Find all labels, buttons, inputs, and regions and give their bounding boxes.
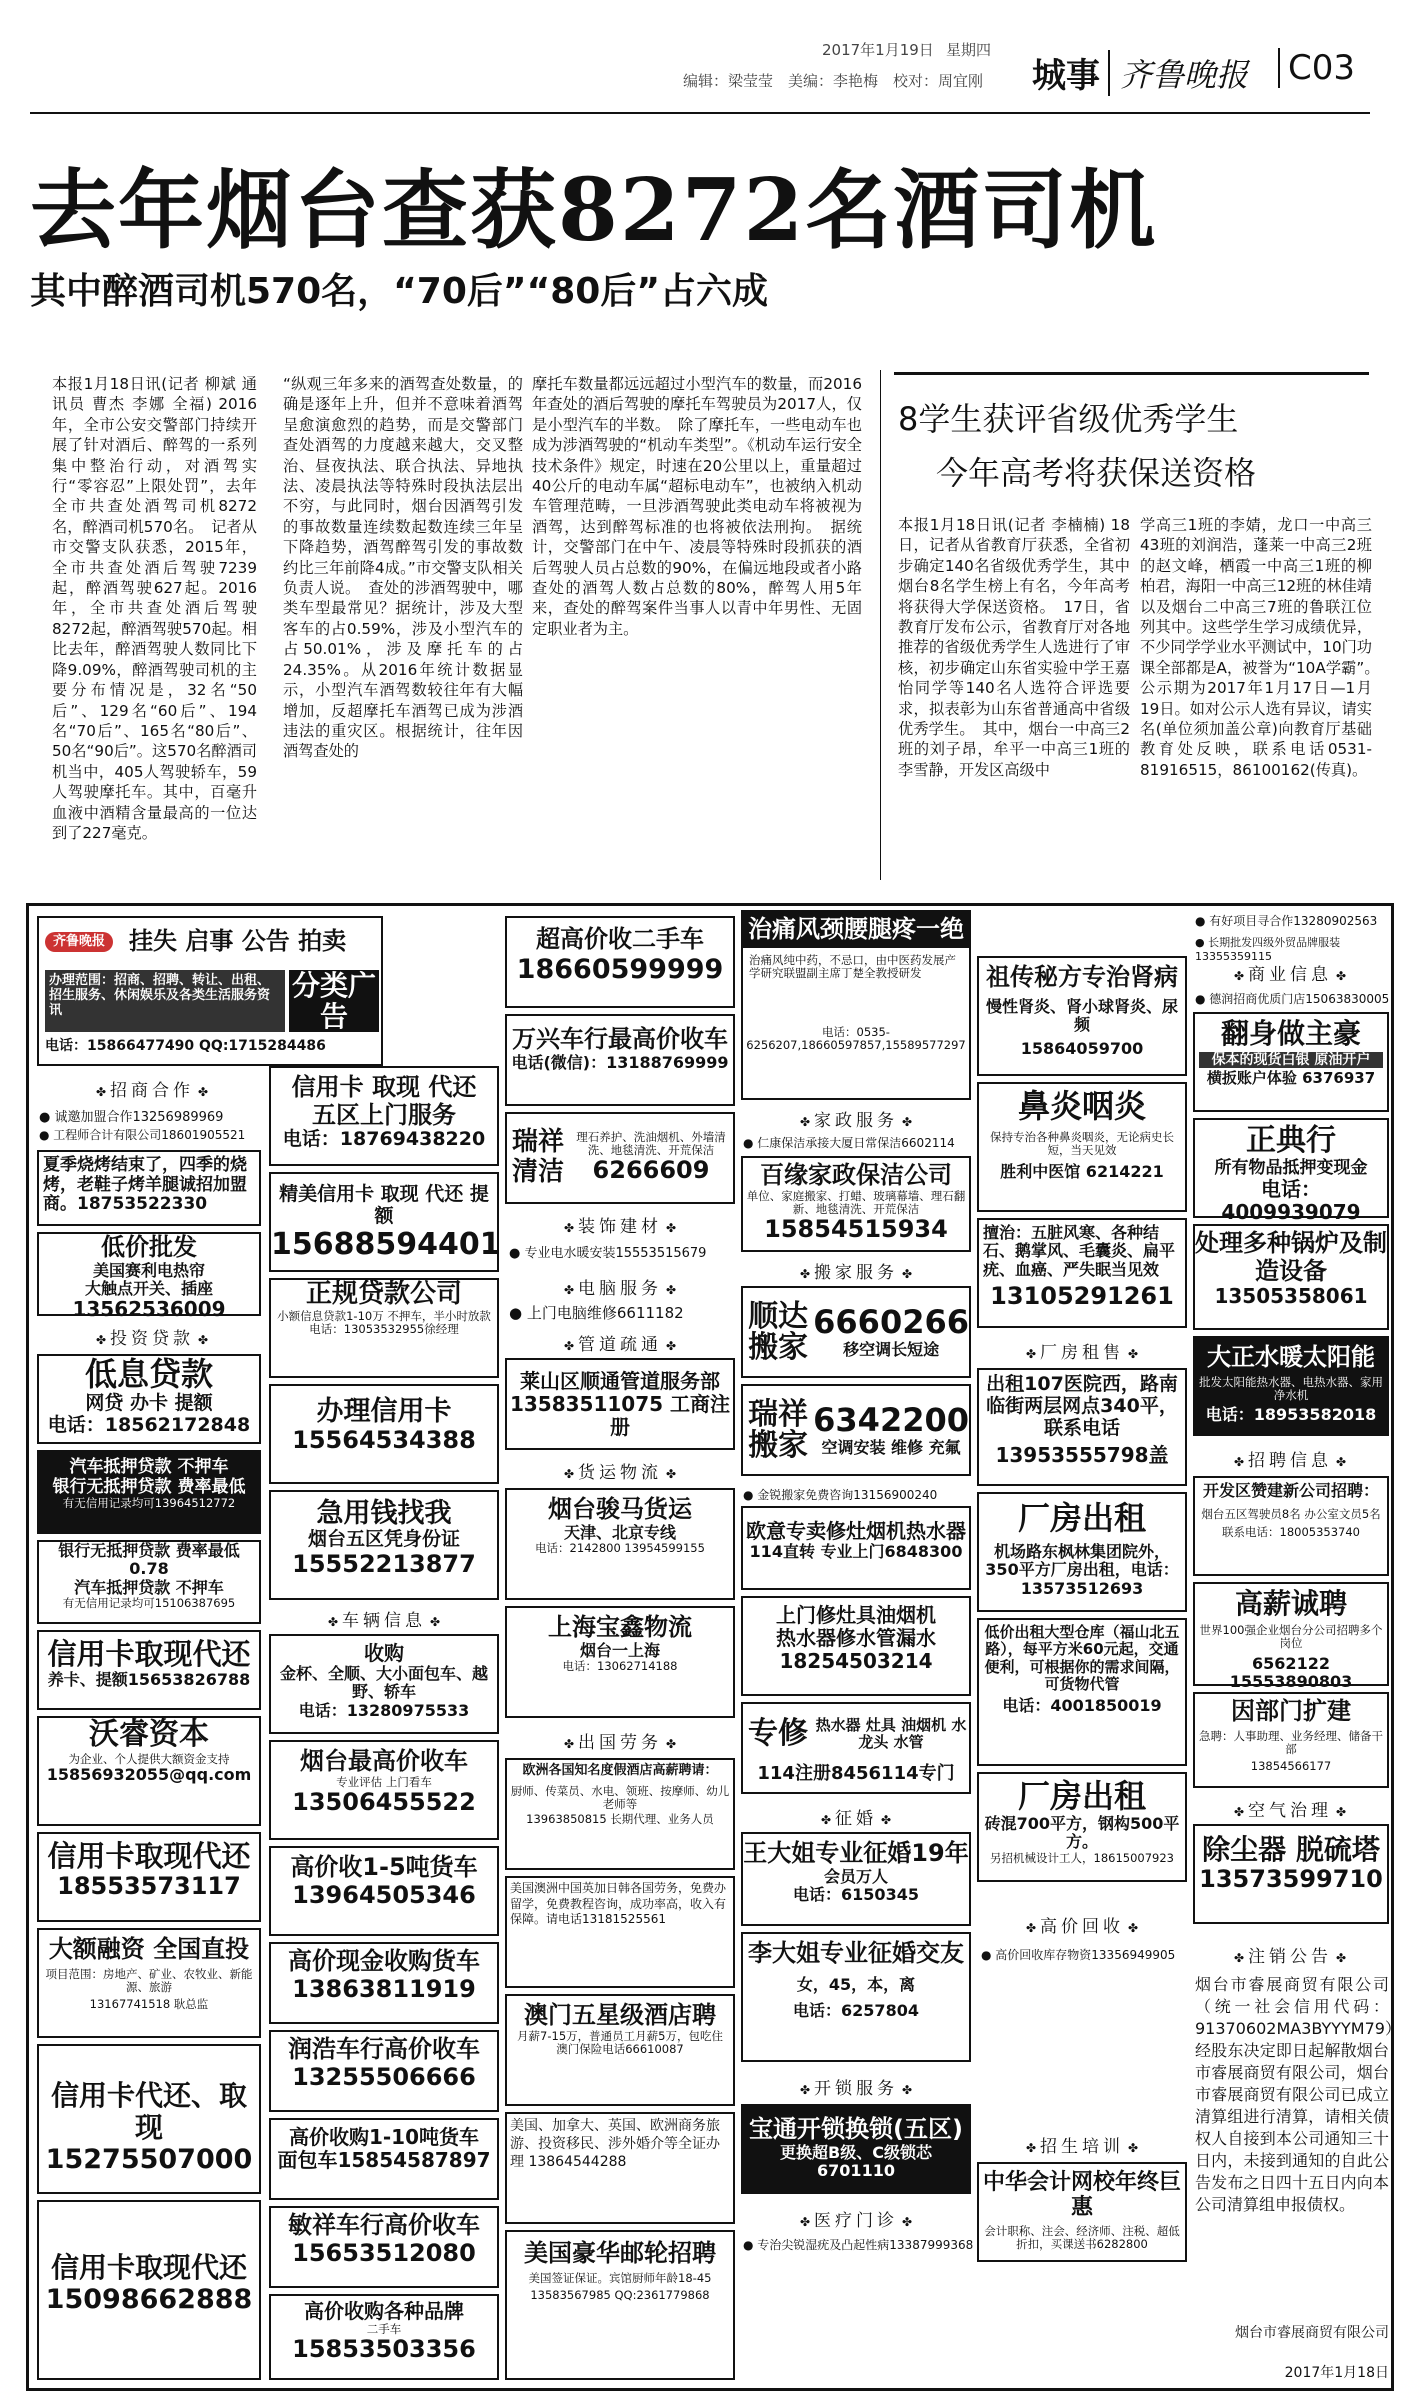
ad-title: 烟台骏马货运	[548, 1495, 692, 1523]
ad-line: ● 诚邀加盟合作13256989969	[39, 1110, 224, 1125]
ad-box	[505, 1488, 735, 1600]
ad-title: 处理多种锅炉及制造设备	[1195, 1229, 1387, 1285]
ad-box	[269, 1384, 499, 1484]
ad-line: ● 工程师合计有限公司18601905521	[39, 1128, 246, 1142]
ad-text: 出租107医院西，路南临街两层网点340平，联系电话	[986, 1373, 1178, 1439]
ad-phone: 联系电话：18005353740	[1222, 1524, 1360, 1539]
headline: 去年烟台查获8272名酒司机	[30, 160, 1158, 261]
ad-box	[505, 916, 735, 1008]
ad-box	[269, 1942, 499, 2024]
ad-text: 小额信息贷款1-10万 不押车，半小时放款	[277, 1308, 491, 1323]
ad-phone: 15275507000	[45, 2144, 253, 2176]
ad-title: 正规贷款公司	[305, 1279, 462, 1309]
ad-title: 专修	[748, 1715, 808, 1751]
ad-text: 夏季烧烤结束了，四季的烧烤，老鞋子烤羊腿诚招加盟商。18753522330	[43, 1155, 247, 1215]
section-label-matchmaking: ✤ 征婚 ✤	[741, 1804, 971, 1829]
ad-phone: 6266609	[592, 1156, 710, 1185]
ad-text: 美国、加拿大、英国、欧洲商务旅游、投资移民、涉外婚介等全证办理 13864544288	[510, 2118, 720, 2171]
ad-line: ● 金锐搬家免费咨询13156900240	[743, 1488, 938, 1502]
section-label-recycling: ✤ 高价回收 ✤	[977, 1912, 1187, 1937]
ad-text: 美国签证保证。宾馆厨师年龄18-45	[528, 2270, 712, 2285]
ad-phone: 114注册8456114专门	[757, 1763, 955, 1784]
ad-title: 鼻炎咽炎	[1017, 1087, 1146, 1125]
ad-box	[269, 1846, 499, 1936]
ad-text: 所有物品抵押变现金	[1214, 1157, 1368, 1178]
header-rule	[30, 112, 1370, 114]
ad-box	[741, 1596, 971, 1696]
ad-title: 高价收购1-10吨货车	[288, 2125, 480, 2149]
ad-box	[741, 1286, 971, 1378]
ad-box	[269, 1740, 499, 1840]
ad-phone: 13854566177	[1250, 1759, 1332, 1774]
ad-phone: 电话：6150345	[793, 1884, 919, 1904]
ad-title: 信用卡取现代还	[50, 2251, 247, 2284]
ad-line: ● 专业电水暖安装15553515679	[509, 1246, 707, 1261]
ad-box	[505, 1112, 735, 1204]
ad-box	[269, 1278, 499, 1378]
ad-text: 保本的现货白银 原油开户	[1199, 1052, 1383, 1068]
side-headline-2: 今年高考将获保送资格	[936, 454, 1257, 492]
ad-phone: 15564534388	[292, 1426, 476, 1455]
ad-phone: 13963850815 长期代理、业务人员	[526, 1812, 714, 1827]
ad-box	[505, 1758, 735, 1870]
ad-title: 高价收购各种品牌	[304, 2299, 464, 2323]
newspaper-logo: 齐鲁晚报	[1108, 50, 1248, 96]
ad-box	[505, 2230, 735, 2380]
newspaper-logo-mini: 齐鲁晚报	[45, 932, 113, 953]
issue-date: 2017年1月19日	[822, 41, 934, 59]
ad-title: 高价收1-5吨货车	[290, 1853, 478, 1881]
ad-title: 万兴车行最高价收车	[512, 1025, 728, 1053]
ad-box	[977, 1218, 1187, 1328]
ad-text: 理石养护、洗油烟机、外墙清洗、地毯清洗、开荒保洁	[576, 1129, 726, 1158]
ad-text: 会员万人	[823, 1866, 888, 1886]
ad-text: 世界100强企业烟台分公司招聘多个岗位	[1199, 1623, 1383, 1651]
ad-box	[269, 2294, 499, 2380]
ad-box	[977, 1082, 1187, 1212]
ad-title: 开发区赞建新公司招聘：	[1202, 1481, 1379, 1500]
ad-phone: 有无信用记录均可15106387695	[62, 1596, 236, 1611]
section-label-abroad: ✤ 出国劳务 ✤	[505, 1728, 735, 1753]
ad-phone: 15864059700	[1020, 1039, 1144, 1059]
ad-phone: 电话：13062714188	[562, 1658, 678, 1673]
ad-phone: 15853503356	[292, 2335, 476, 2364]
ad-phone: 电话：6257804	[793, 2000, 919, 2020]
ad-title: 急用钱找我	[316, 1498, 452, 1529]
column-divider	[880, 370, 881, 880]
ad-title: 厂房出租	[1017, 1777, 1146, 1815]
ad-title: 正典行	[1246, 1123, 1336, 1158]
classified-ads-section	[26, 903, 1401, 2391]
notice-signature: 烟台市睿展商贸有限公司	[1235, 2325, 1389, 2341]
section-label-pipes: ✤ 管道疏通 ✤	[505, 1330, 735, 1355]
ad-box	[1193, 1012, 1389, 1112]
ad-text: 低价出租大型仓库（福山北五路），每平方米60元起，交通便利，可根据你的需求间隔，可货物代管	[984, 1623, 1180, 1693]
ad-text: 银行无抵押贷款 费率最低	[52, 1476, 246, 1497]
ad-box	[269, 1490, 499, 1600]
ad-box	[505, 1606, 735, 1718]
side-column-2: 学高三1班的李婧，龙口一中高三43班的刘润浩，蓬莱一中高三2班的赵文峰，栖霞一中高三1班的柳柏君，海阳一中高三12班的林佳靖以及烟台二中高三7班的鲁联江位列其中。这些学生学习成绩优异，不少同学学业水平测试中，10门功课全部都是A，被誉为“10A学霸”。 公示期为2017年1月17日—1月19日。如对公示人选有异议，请实名(单位须加盖公章)向教育厅基础教育处反映，联系电话0531-81916515，86100162(传真)。	[1140, 516, 1388, 779]
ad-box	[37, 1630, 261, 1710]
ad-phone: 13255506666	[292, 2062, 476, 2091]
article-column-2: “纵观三年多来的酒驾查处数量，的确是逐年上升，但并不意味着酒驾呈愈演愈烈的趋势，而是交警部门查处酒驾的力度越来越大，交叉整治、昼夜执法、联合执法、异地执法、凌晨执法等特殊时段执法层出不穷，与此同时，烟台因酒驾引发的事故数量连续数起数连续三年呈下降趋势，酒驾醉驾引发的事故数约比三年前降4成。”市交警支队相关负责人说。 查处的涉酒驾驶中，哪类车型最常见？据统计，涉及大型客车的占0.59%，涉及小型汽车的占50.01%，涉及摩托车的占24.35%。从2016年统计数据显示，小型汽车酒驾数较往年有大幅增加，反超摩托车酒驾已成为涉酒违法的重灾区。根据统计，往年因酒驾查处的	[283, 375, 523, 761]
ad-title: 厂房出租	[1017, 1499, 1146, 1537]
ad-box	[741, 910, 971, 1100]
ad-phone: 114直转 专业上门6848300	[749, 1542, 963, 1561]
ad-text: 专业评估 上门看车	[336, 1774, 432, 1789]
ad-box	[269, 2030, 499, 2112]
ad-title: 收购	[364, 1641, 404, 1665]
ad-phone: 15688594401	[271, 1226, 501, 1262]
brand-ad-tag: 分类广告	[289, 970, 379, 1032]
ad-text: 移空调长短途	[843, 1340, 940, 1360]
ad-box	[741, 1506, 971, 1590]
ad-title: 办理信用卡	[316, 1396, 452, 1427]
ad-box	[977, 956, 1187, 1076]
ad-title: 信用卡 取现 代还	[291, 1073, 477, 1101]
ad-phone: 13167741518 耿总监	[89, 1997, 209, 2012]
ad-box	[37, 2200, 261, 2380]
ad-text: 大触点开关、插座	[84, 1278, 213, 1298]
ad-title: 信用卡代还、取现	[50, 2079, 247, 2145]
ad-phone: 13505358061	[1214, 1284, 1368, 1309]
section-label-training: ✤ 招生培训 ✤	[977, 2132, 1187, 2157]
section-label-locksmith: ✤ 开锁服务 ✤	[741, 2074, 971, 2099]
ad-box	[977, 1772, 1187, 1882]
ad-title: 翻身做主豪	[1220, 1017, 1361, 1050]
ad-phone: 电话：4001850019	[1002, 1696, 1162, 1715]
ad-line: ● 德润招商优质门店15063830005	[1195, 992, 1390, 1006]
ad-text: 美国赛利电热帘	[92, 1260, 205, 1280]
section-label-business: ✤ 商业信息 ✤	[1195, 960, 1385, 985]
section-label-housekeeping: ✤ 家政服务 ✤	[741, 1106, 971, 1131]
ad-phone: 15552213877	[292, 1549, 476, 1578]
ad-box	[1193, 1224, 1389, 1330]
ad-text: 机场路东枫林集团院外，350平方厂房出租，电话：13573512693	[985, 1541, 1179, 1598]
section-label-air: ✤ 空气治理 ✤	[1195, 1796, 1385, 1821]
side-column-1: 本报1月18日讯(记者 李楠楠) 18日，记者从省教育厅获悉，全省初步确定140名省级优秀学生，其中烟台8名学生榜上有名，今年高考将获得大学保送资格。 17日，省教育厅发布公示，省教育厅对各地推荐的省级优秀学生人选进行了审核，初步确定山东省实验中学王嘉怡同学等140名人选符合评选要求，拟表彰为山东省普通高中省级优秀学生。 其中，烟台一中高三2班的刘子昂，牟平一中高三1班的李雪静，开发区高级中	[898, 516, 1130, 779]
section-label-moving: ✤ 搬家服务 ✤	[741, 1258, 971, 1283]
ad-text: 为企业、个人提供大额资金支持	[68, 1751, 230, 1766]
ad-title: 治痛风颈腰腿疼一绝	[743, 912, 969, 948]
ad-title: 大正水暖太阳能	[1207, 1343, 1375, 1371]
ad-box	[269, 2206, 499, 2288]
ad-text: 擅治：五脏风寒、各种结石、鹅掌风、毛囊炎、扁平疣、血癌、严失眠当见效	[983, 1223, 1176, 1279]
ad-phone: 18254503214	[779, 1649, 933, 1673]
ad-box	[37, 1832, 261, 1922]
ad-title: 超高价收二手车	[536, 925, 704, 953]
notice-date: 2017年1月18日	[1284, 2365, 1389, 2381]
ad-title: 王大姐专业征婚19年	[743, 1839, 969, 1867]
ad-box	[1193, 1336, 1389, 1436]
ad-phone: 电话：0535-6256207,18660597857,15589577297	[746, 1025, 966, 1053]
cancellation-notice: 烟台市睿展商贸有限公司（统一社会信用代码：91370602MA3BYYYM79）经股东决定即日起解散烟台市睿展商贸有限公司，烟台市睿展商贸有限公司已成立清算组进行清算，请相关债权人自接到本公司通知三十日内，未接到通知的自此公告发布之日四十五日内向本公司清算组申报债权。	[1195, 1975, 1401, 2214]
ad-title: 澳门五星级酒店聘	[524, 2001, 716, 2029]
ad-box	[37, 1150, 261, 1226]
section-label-recruitment: ✤ 招聘信息 ✤	[1195, 1446, 1385, 1471]
ad-line: ● 高价回收库存物资13356949905	[981, 1948, 1176, 1962]
ad-text: 砖混700平方，钢构500平方。	[984, 1813, 1180, 1852]
ad-box	[1193, 1118, 1389, 1225]
ad-phone: 面包车15854587897	[277, 2148, 491, 2172]
ad-phone: 电话(微信)：13188769999	[511, 1052, 729, 1072]
ad-title: 祖传秘方专治肾病	[986, 963, 1178, 991]
ad-title: 因部门扩建	[1231, 1697, 1351, 1725]
ad-phone: 13573599710	[1199, 1865, 1383, 1894]
ad-title: 莱山区顺通管道服务部	[520, 1369, 720, 1393]
ad-title: 高价现金收购货车	[288, 1947, 480, 1975]
ad-phone: 13506455522	[292, 1787, 476, 1816]
ad-title: 欧洲各国知名度假酒店高薪聘请：	[522, 1763, 718, 1778]
ad-box	[1193, 1582, 1389, 1692]
ad-box	[741, 1384, 971, 1476]
ad-line: ● 专治尖锐湿疣及凸起性病13387999368	[743, 2238, 974, 2252]
ad-text: 烟台一上海	[579, 1640, 660, 1660]
ad-title: 沃睿资本	[89, 1717, 209, 1752]
ad-phone: 有无信用记录均可13964512772	[62, 1496, 236, 1511]
section-label-computer: ✤ 电脑服务 ✤	[505, 1274, 735, 1299]
ad-text: 二手车	[366, 2322, 402, 2336]
ad-text: 金杯、全顺、大小面包车、越野、轿车	[279, 1664, 488, 1702]
ad-text: 慢性肾炎、肾小球肾炎、尿频	[985, 996, 1178, 1034]
ad-box	[977, 1492, 1187, 1612]
ad-box	[37, 1450, 261, 1534]
ad-text: 五区上门服务	[312, 1100, 456, 1129]
ad-line: ● 有好项目寻合作13280902563	[1195, 914, 1378, 928]
ad-box	[37, 1928, 261, 2038]
ad-title: 李大姐专业征婚交友	[748, 1939, 964, 1967]
ad-phone: 13562536009	[72, 1297, 226, 1322]
ad-phone: 胜利中医馆 6214221	[1000, 1162, 1164, 1182]
ad-text: 保持专治各种鼻炎咽炎，无论病史长短，当天见效	[990, 1129, 1174, 1158]
ad-box	[269, 2118, 499, 2200]
ad-box	[505, 1014, 735, 1106]
ad-phone: 18660599999	[516, 953, 724, 985]
ad-phone: 13583511075 工商注册	[509, 1392, 731, 1439]
section-label-clinic: ✤ 医疗门诊 ✤	[741, 2206, 971, 2231]
ad-title: 上海宝鑫物流	[548, 1613, 692, 1641]
ad-text: 急聘：人事助理、业务经理、储备干部	[1199, 1728, 1383, 1756]
ad-phone: 电话：13280975533	[298, 1700, 470, 1720]
ad-phone: 电话：18769438220	[282, 1128, 486, 1151]
ad-box	[741, 1702, 971, 1794]
ad-text: 汽车抵押贷款 不押车	[74, 1577, 224, 1597]
ad-text: 热水器 灶具 油烟机 水龙头 水管	[815, 1715, 967, 1751]
ad-title: 瑞祥搬家	[748, 1396, 809, 1463]
ad-text: 治痛风纯中药，不忌口，由中医药发展产学研究联盟副主席丁楚全教授研发	[749, 952, 956, 980]
ad-phone: 15098662888	[45, 2284, 253, 2316]
ad-title: 润浩车行高价收车	[288, 2035, 480, 2063]
ad-phone: 另招机械设计工人，18615007923	[990, 1850, 1174, 1865]
ad-box	[37, 1540, 261, 1624]
ad-phone: 6562122 15553890803	[1229, 1653, 1353, 1692]
ad-phone: 电话：13053532955徐经理	[309, 1322, 459, 1337]
ad-box	[37, 1716, 261, 1826]
ad-text: 项目范围：房地产、矿业、农牧业、新能源、旅游	[45, 1966, 253, 1994]
brand-ad-phone: 电话：15866477490 QQ:1715284486	[45, 1038, 326, 1054]
ad-phone: 13953555798盖	[995, 1442, 1169, 1467]
ad-title: 除尘器 脱硫塔	[1202, 1833, 1380, 1866]
ad-box	[505, 1876, 735, 1988]
ad-box	[505, 1994, 735, 2106]
ad-phone: 横扳账户体验 6376937	[1206, 1069, 1376, 1088]
ad-text: 网贷 办卡 提额	[85, 1391, 213, 1414]
ad-box	[37, 1232, 261, 1322]
ad-title: 低价批发	[101, 1233, 197, 1261]
ad-title: 宝通开锁换锁(五区)	[749, 2115, 963, 2143]
ad-title: 中华会计网校年终巨惠	[982, 2170, 1181, 2221]
section-label-factory: ✤ 厂房租售 ✤	[977, 1338, 1187, 1363]
ad-title: 瑞祥清洁	[511, 1127, 564, 1187]
issue-weekday: 星期四	[946, 41, 992, 59]
ad-title: 信用卡取现代还	[47, 1839, 251, 1873]
ad-phone: 电话：18562172848	[47, 1413, 251, 1436]
ad-box	[1193, 1692, 1389, 1788]
ad-title: 高薪诚聘	[1234, 1587, 1347, 1620]
section-label-decoration: ✤ 装饰建材 ✤	[505, 1212, 735, 1237]
section-label-cancellation: ✤ 注销公告 ✤	[1195, 1942, 1385, 1967]
ad-title: 信用卡取现代还	[47, 1637, 251, 1671]
ad-box	[741, 1156, 971, 1252]
side-headline-1: 8学生获评省级优秀学生	[898, 400, 1239, 438]
section-name: 城事	[1032, 56, 1100, 96]
ad-box	[269, 1634, 499, 1734]
ad-title: 上门修灶具油烟机	[776, 1603, 936, 1627]
ad-box	[269, 1066, 499, 1166]
section-label-freight: ✤ 货运物流 ✤	[505, 1458, 735, 1483]
ad-phone: 13863811919	[292, 1974, 476, 2003]
ad-text: 天津、北京专线	[563, 1522, 676, 1542]
section-label-investment: ✤ 招商合作 ✤	[37, 1076, 267, 1101]
classified-brand-ad	[37, 916, 383, 1066]
ad-box	[37, 1354, 261, 1444]
ad-text: 月薪7-15万，普通员工月薪5万，包吃住	[517, 2028, 723, 2043]
ad-text: 单位、家庭搬家、打蜡、玻璃幕墙、理石翻新、地毯清洗、开荒保洁	[746, 1188, 966, 1216]
ad-box	[1193, 1824, 1389, 1924]
ad-text: 烟台五区凭身份证	[307, 1528, 460, 1551]
ad-text: 热水器修水管漏水	[776, 1626, 936, 1650]
ad-title: 百缘家政保洁公司	[760, 1161, 952, 1189]
ad-text: 烟台五区驾驶员8名 办公室文员5名	[1201, 1507, 1381, 1522]
ad-phone: 电话：2142800 13954599155	[535, 1540, 705, 1555]
ad-box	[741, 2104, 971, 2194]
ad-line: ● 仁康保洁承接大厦日常保洁6602114	[743, 1136, 955, 1150]
ad-box	[977, 2162, 1187, 2262]
ad-phone: 13964505346	[292, 1880, 476, 1909]
subheadline: 其中醉酒司机570名，“70后”“80后”占六成	[30, 271, 768, 312]
ad-title: 低息贷款	[84, 1355, 213, 1393]
ad-line: ● 上门电脑维修6611182	[509, 1304, 684, 1322]
ad-phone: 电话：4009939079	[1221, 1177, 1361, 1225]
ad-title: 美国豪华邮轮招聘	[524, 2239, 716, 2267]
ad-phone: 13583567985 QQ:2361779868	[530, 2287, 710, 2302]
ad-text: 汽车抵押贷款 不押车	[69, 1457, 229, 1477]
ad-text: 美国澳洲中国英加日韩各国劳务，免费办留学，免费教程咨询，成功率高，收入有保障。请电话13181525561	[510, 1881, 727, 1927]
ad-phone: 15653512080	[292, 2238, 476, 2267]
ad-box	[741, 1832, 971, 1926]
ad-line: ● 长期批发四级外贸品牌服装13355359115	[1195, 936, 1341, 963]
ad-box	[1193, 1476, 1389, 1576]
ad-phone: 养卡、提额15653826788	[47, 1670, 251, 1690]
ad-text: 银行无抵押贷款 费率最低0.78	[58, 1541, 240, 1579]
ad-text: 厨师、传菜员、水电、领班、按摩师、幼儿老师等	[510, 1783, 730, 1812]
ad-phone: 13105291261	[990, 1282, 1174, 1311]
ad-title: 烟台最高价收车	[300, 1747, 468, 1775]
ad-phone: 18553573117	[57, 1872, 241, 1901]
section-label-loans: ✤ 投资贷款 ✤	[37, 1324, 267, 1349]
editor-credits: 编辑：梁莹莹 美编：李艳梅 校对：周宜刚	[683, 72, 984, 90]
ad-phone: 6660266	[813, 1303, 969, 1342]
ad-box	[37, 2044, 261, 2194]
ad-box	[505, 1358, 735, 1450]
ad-phone: 6342200	[813, 1401, 969, 1440]
brand-ad-scope: 办理范围：招商、招聘、转让、出租、招生服务、休闲娱乐及各类生活服务资讯	[45, 970, 285, 1032]
ad-text: 女，45，本，离	[796, 1974, 916, 1994]
ad-text: 批发太阳能热水器、电热水器、家用净水机	[1199, 1374, 1383, 1402]
ad-text: 会计职称、注会、经济师、注税、超低折扣，买课送书6282800	[984, 2223, 1180, 2251]
brand-ad-heading: 挂失 启事 公告 拍卖	[129, 927, 347, 956]
page-header	[0, 0, 1395, 110]
ad-title: 大额融资 全国直投	[48, 1935, 250, 1963]
ad-text: 空调安装 维修 充氟	[821, 1438, 961, 1458]
ad-contact: 15856932055@qq.com	[46, 1764, 252, 1784]
ad-phone: 更换超B级、C级锁芯6701110	[780, 2142, 932, 2180]
ad-title: 欧意专卖修灶烟机热水器	[746, 1519, 966, 1543]
article-column-3: 摩托车数量都远远超过小型汽车的数量，而2016年查处的酒后驾驶的摩托车驾驶员为2017人，仅是小型汽车的半数。 除了摩托车，一些电动车也成为涉酒驾驶的“机动车类型”。《机动车运行安全技术条件》规定，时速在20公里以上，重量超过40公斤的电动车属“超标电动车”，也被纳入机动车管理范畴，一旦涉酒驾驶此类电动车将被视为酒驾，达到醉驾标准的也将被依法刑拘。 据统计，交警部门在中午、凌晨等特殊时段抓获的酒后驾驶人员占总数的90%，在偏远地段或者小路查处的酒驾人数占总数的80%，醉驾人用5年来，查处的醉驾案件当事人以青中年男性、无固定职业者为主。	[532, 375, 862, 638]
ad-box	[977, 1618, 1187, 1766]
ad-title: 敏祥车行高价收车	[288, 2211, 480, 2239]
ad-title: 顺达搬家	[748, 1298, 809, 1365]
article-column-1: 本报1月18日讯(记者 柳斌 通讯员 曹杰 李娜 全福) 2016年，全市公安交警部门持续开展了针对酒后、醉驾的一系列集中整治行动，对酒驾实行“零容忍”上限处罚”，去年全市共查处酒驾司机8272名，醉酒司机570名。 记者从市交警支队获悉，2015年，全市共查处酒后驾驶7239起，醉酒驾驶627起。2016年，全市共查处酒后驾驶8272起，醉酒驾驶570起。相比去年，醉酒驾驶人数同比下降9.09%，醉酒驾驶司机的主要分布情况是，32名“50后”、129名“60后”、194名“70后”、165名“80后”、50名“90后”。这570名醉酒司机当中，405人驾驶轿车，59人驾驶摩托车。其中，百毫升血液中酒精含量最高的一位达到了227毫克。	[52, 375, 257, 842]
ad-phone: 15854515934	[764, 1215, 948, 1244]
ad-box	[269, 1172, 499, 1272]
side-top-rule	[894, 372, 1369, 375]
ad-box	[505, 2112, 735, 2224]
ad-box	[741, 1932, 971, 2062]
ad-phone: 电话：18953582018	[1205, 1405, 1377, 1425]
section-label-vehicles: ✤ 车辆信息 ✤	[269, 1606, 499, 1631]
page-number: C03	[1278, 48, 1355, 88]
ad-box	[977, 1368, 1187, 1486]
ad-title: 精美信用卡 取现 代还 提额	[279, 1183, 489, 1227]
ad-phone: 澳门保险电话66610087	[556, 2041, 684, 2056]
